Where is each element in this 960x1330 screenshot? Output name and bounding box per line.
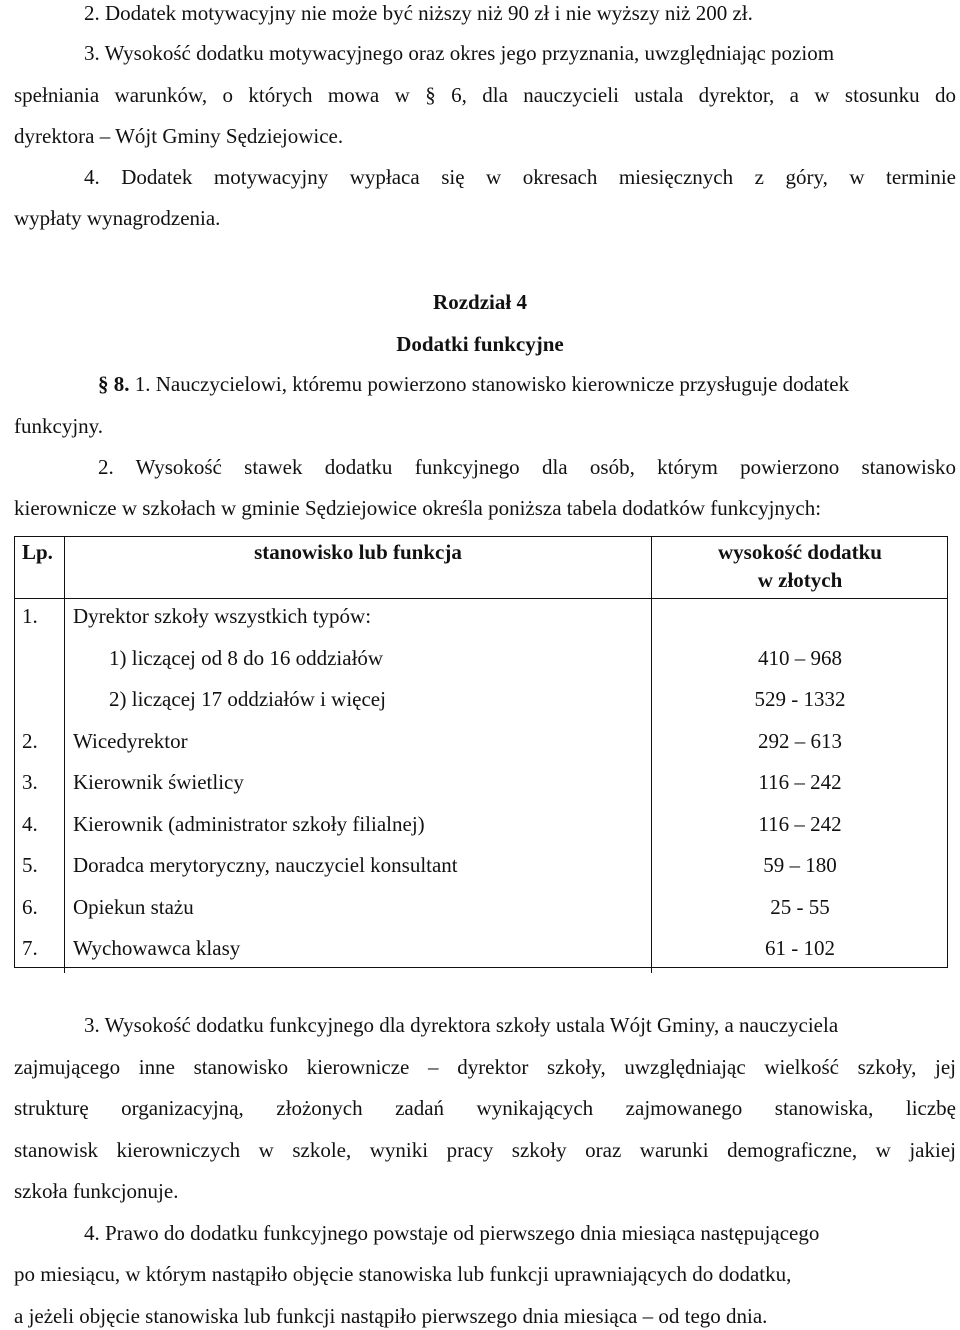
paragraph-b3-line-1: 3. Wysokość dodatku funkcyjnego dla dyrektora szkoły ustala Wójt Gminy, a nauczyciela xyxy=(84,1013,839,1037)
paragraph-3-line-1: 3. Wysokość dodatku motywacyjnego oraz okres jego przyznania, uwzględniając poziom xyxy=(84,41,835,65)
row-position: Dyrektor szkoły wszystkich typów: xyxy=(65,599,652,641)
row-amount: 116 – 242 xyxy=(758,811,842,836)
row-amount: 61 - 102 xyxy=(765,936,835,960)
table-row xyxy=(14,807,948,849)
header-amount-line-2: w złotych xyxy=(757,568,843,592)
table-row xyxy=(14,599,948,641)
row-lp: 2. xyxy=(14,724,65,766)
row-lp: 4. xyxy=(14,807,65,849)
paragraph-b3-line-2: zajmującego inne stanowisko kierownicze – dyrektor szkoły, uwzględniając wielkość szkoły, jej xyxy=(14,1055,956,1079)
paragraph-b3-line-3: strukturę organizacyjną, złożonych zadań wynikających zajmowanego stanowiska, liczbę xyxy=(14,1096,956,1120)
paragraph-b3-line-4: stanowisk kierowniczych w szkole, wyniki pracy szkoły oraz warunki demograficzne, w jakiej xyxy=(14,1138,956,1162)
paragraph-4-line-2: wypłaty wynagrodzenia. xyxy=(14,206,221,230)
table-row xyxy=(14,682,948,724)
paragraph-b4-line-1: 4. Prawo do dodatku funkcyjnego powstaje od pierwszego dnia miesiąca następującego xyxy=(84,1221,820,1245)
row-position: Kierownik (administrator szkoły filialnej) xyxy=(65,807,652,849)
table-row xyxy=(14,724,948,766)
section-8-paragraph-1 xyxy=(98,371,849,397)
chapter-number: Rozdział 4 xyxy=(433,290,527,314)
header-amount xyxy=(652,536,949,599)
row-position: Doradca merytoryczny, nauczyciel konsultant xyxy=(65,848,652,890)
row-amount: 292 – 613 xyxy=(758,728,842,753)
row-amount: 410 – 968 xyxy=(758,645,842,670)
section-8-paragraph-2-line-1: 2. Wysokość stawek dodatku funkcyjnego dla osób, którym powierzono stanowisko xyxy=(98,455,956,479)
row-lp: 3. xyxy=(14,765,65,807)
row-lp xyxy=(14,641,65,683)
table-left-border xyxy=(14,536,15,968)
section-8-paragraph-2-line-2: kierownicze w szkołach w gminie Sędziejowice określa poniższa tabela dodatków funkcyjnych: xyxy=(14,496,822,520)
table-right-border xyxy=(947,536,948,968)
table-top-border xyxy=(14,536,948,537)
row-amount: 116 – 242 xyxy=(758,770,842,794)
row-amount: 25 - 55 xyxy=(770,894,830,919)
row-amount: 59 – 180 xyxy=(763,853,837,877)
row-lp: 7. xyxy=(14,931,65,973)
paragraph-b4-line-2: po miesiącu, w którym nastąpiło objęcie stanowiska lub funkcji uprawniających do dodatku, xyxy=(14,1262,792,1286)
row-amount xyxy=(652,599,949,641)
paragraph-2-line-1: 2. Dodatek motywacyjny nie może być niższy niż 90 zł i nie wyższy niż 200 zł. xyxy=(84,1,753,25)
paragraph-b3-line-5: szkoła funkcjonuje. xyxy=(14,1179,179,1203)
paragraph-3-line-2: spełniania warunków, o których mowa w § 6, dla nauczycieli ustala dyrektor, a w stosunku do xyxy=(14,83,956,107)
header-amount-line-1: wysokość dodatku xyxy=(718,540,882,564)
header-lp: Lp. xyxy=(14,536,65,599)
row-lp: 6. xyxy=(14,890,65,932)
header-position: stanowisko lub funkcja xyxy=(65,536,652,599)
row-position: Wicedyrektor xyxy=(65,724,652,766)
section-sign: § 8. xyxy=(98,372,130,396)
chapter-title: Dodatki funkcyjne xyxy=(396,332,564,356)
row-lp: 5. xyxy=(14,848,65,890)
row-position: 1) liczącej od 8 do 16 oddziałów xyxy=(65,641,652,683)
paragraph-4-line-1: 4. Dodatek motywacyjny wypłaca się w okresach miesięcznych z góry, w terminie xyxy=(84,165,956,189)
table-row xyxy=(14,765,948,807)
table-row xyxy=(14,890,948,932)
row-amount: 529 - 1332 xyxy=(754,687,846,711)
paragraph-3-line-3: dyrektora – Wójt Gminy Sędziejowice. xyxy=(14,124,344,148)
table-bottom-border xyxy=(14,967,948,968)
allowances-table xyxy=(14,536,948,973)
row-position: 2) liczącej 17 oddziałów i więcej xyxy=(65,682,652,724)
table-header-row xyxy=(14,536,948,599)
row-position: Kierownik świetlicy xyxy=(65,765,652,807)
section-8-paragraph-1-text: 1. Nauczycielowi, któremu powierzono stanowisko kierownicze przysługuje dodatek xyxy=(134,372,850,396)
row-lp xyxy=(14,682,65,724)
row-lp: 1. xyxy=(14,599,65,641)
table-row xyxy=(14,641,948,683)
row-position: Opiekun stażu xyxy=(65,890,652,932)
table-row xyxy=(14,848,948,890)
paragraph-b4-line-3: a jeżeli objęcie stanowiska lub funkcji nastąpiło pierwszego dnia miesiąca – od tego dnia. xyxy=(14,1304,768,1328)
row-position: Wychowawca klasy xyxy=(65,931,652,973)
section-8-paragraph-1-line-2: funkcyjny. xyxy=(14,414,104,438)
